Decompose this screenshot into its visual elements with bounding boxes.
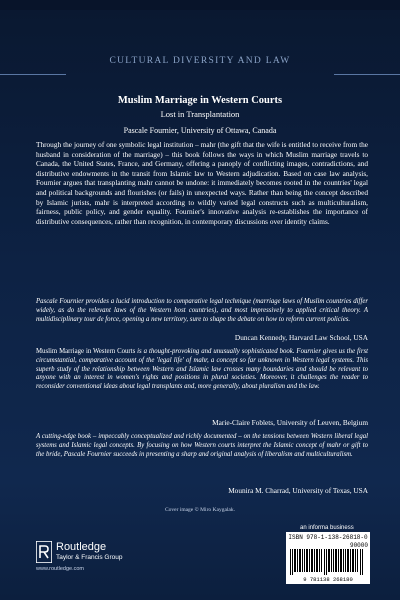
price-code: 90000 (349, 542, 368, 549)
isbn-digits: 9 781138 268180 (303, 576, 353, 583)
book-title: Muslim Marriage in Western Courts (117, 95, 283, 106)
publisher-name: Routledge (56, 541, 107, 553)
publisher-group: Taylor & Francis Group (56, 554, 123, 561)
isbn-barcode (286, 532, 370, 584)
book-description: Through the journey of one symbolic legal institution – mahr (the gift that the wife is entitled to receive from the husband in consideration of the marriage) – this book follows the ways in which Muslim marriage travels to Canada, the United States, France, and Germany, offering a panoply of conflicting images, contradictions, and distributive endowments in the transit from Islamic law to Western adjudication. Based on case law analysis, Fournier argues that transplanting mahr cannot be undone: it immediately becomes rooted in the countries' legal and political backgrounds and flourishes (or fails) in unexpected ways. Rather than being the concept described by Islamic jurists, mahr is interpreted according to wildly varied legal constructs such as multiculturalism, fairness, public policy, and gender equality. Fournier's innovative analysis re-establishes the importance of distributive consequences, rather than recognition, in contemporary discussions over identity claims. (36, 140, 368, 226)
endorsement-quote: A cutting-edge book – impeccably conceptualized and richly documented – on the tensions between Western liberal legal systems and Islamic legal concepts. By focusing on how Western courts interpret the Islamic concept of mahr or gift to the bride, Pascale Fournier succeeds in presenting a sharp and original analysis of liberalism and multiculturalism. (36, 433, 368, 458)
endorsement-attribution: Mounira M. Charrad, University of Texas, USA (228, 486, 368, 495)
book-subtitle: Lost in Transplantation (160, 109, 240, 119)
informa-tagline: an informa business (300, 525, 354, 531)
author-line: Pascale Fournier, University of Ottawa, Canada (123, 126, 277, 135)
top-band (0, 0, 400, 10)
series-rule-right (334, 74, 400, 75)
endorsement-book-title: Muslim Marriage in Western Courts (36, 348, 136, 355)
endorsement-charrad (36, 433, 368, 459)
barcode-icon (290, 549, 366, 575)
endorsement-attribution: Duncan Kennedy, Harvard Law School, USA (234, 333, 368, 342)
series-name: CULTURAL DIVERSITY AND LAW (109, 56, 291, 66)
endorsement-foblets (36, 348, 368, 392)
routledge-logo-icon (36, 541, 52, 563)
endorsement-quote: Pascale Fournier provides a lucid introduction to comparative legal technique (marriage laws of Muslim countries differ widely, as do the relevant laws of the Western host countries), and most impressively to applied critical theory. A multidisciplinary tour de force, opening a new territory, sure to shape the debate on how to reform current policies. (36, 298, 368, 323)
endorsement-attribution: Marie-Claire Foblets, University of Leuven, Belgium (212, 418, 368, 427)
endorsement-quote: is a thought-provoking and unusually sophisticated book. Fournier gives us the first circumstantial, comparative account of the 'legal life' of mahr, a concept so far unknown in Western legal systems. This superb study of the relationship between Western and Islamic law crosses many boundaries and should be relevant to anyone with an interest in women's rights and positions in plural societies. Moreover, it challenges the reader to reconsider conventional ideas about legal transplants and, more generally, about pluralism and the law. (36, 348, 368, 391)
cover-image-credit: Cover image © Miro Kaygalak. (164, 507, 235, 513)
publisher-url: www.routledge.com (36, 566, 84, 572)
series-rule-left (0, 74, 66, 75)
isbn-text: ISBN 978-1-138-26818-0 (288, 534, 368, 541)
endorsement-kennedy (36, 298, 368, 324)
